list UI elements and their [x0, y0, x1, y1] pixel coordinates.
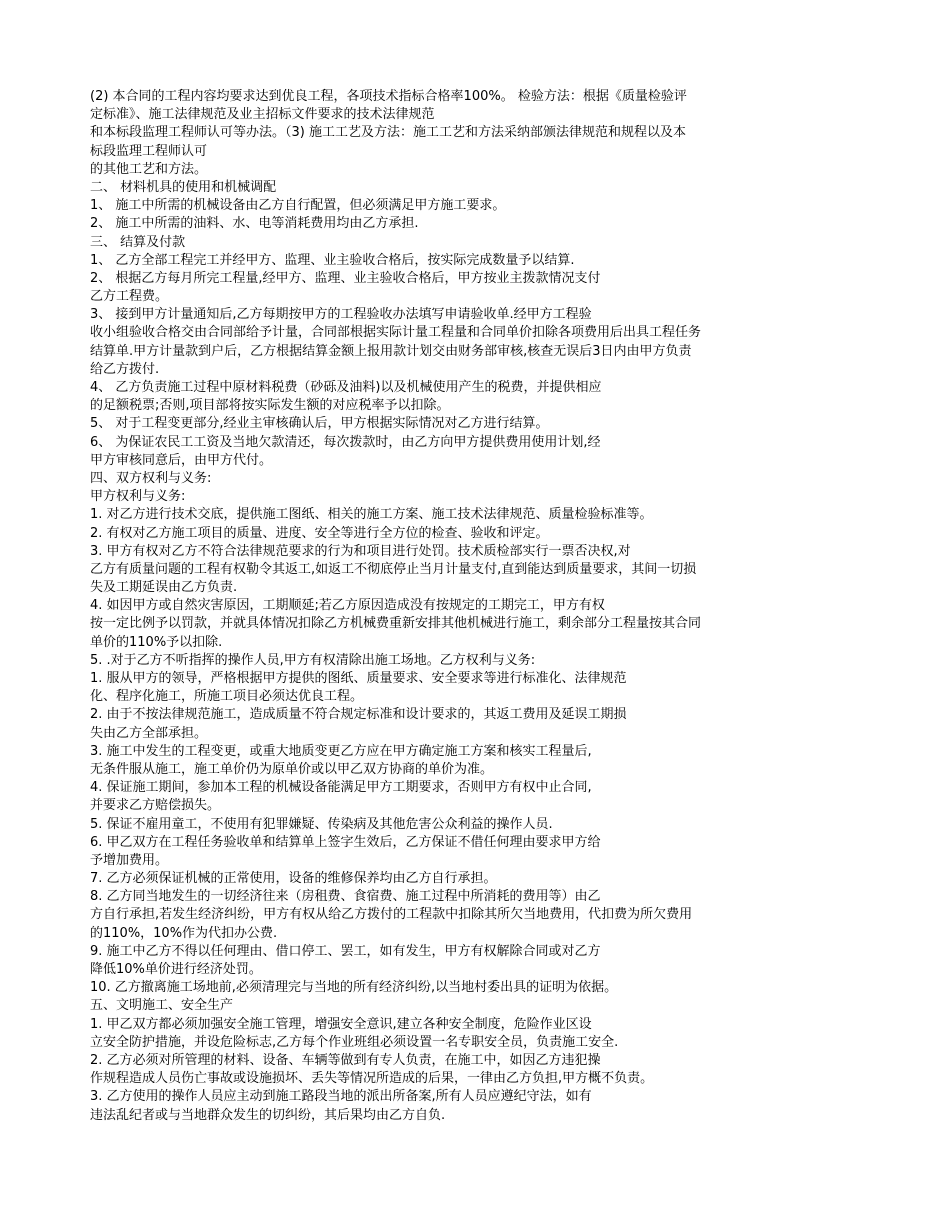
text-line: 立安全防护措施，并设危险标志,乙方每个作业班组必须设置一名专职安全员，负责施工安全.	[90, 1034, 619, 1050]
text-line: 3. 甲方有权对乙方不符合法律规范要求的行为和项目进行处罚。技术质检部实行一票否决权,对	[90, 543, 631, 559]
text-line: 的足额税票;否则,项目部将按实际发生额的对应税率予以扣除。	[90, 398, 450, 414]
text-line: 乙方工程费。	[90, 289, 169, 305]
text-line: 5. 保证不雇用童工，不使用有犯罪嫌疑、传染病及其他危害公众利益的操作人员.	[90, 816, 553, 832]
text-line: 定标准》、施工法律规范及业主招标文件要求的技术法律规范	[90, 107, 435, 123]
subsection-heading: 甲方权利与义务:	[90, 489, 186, 505]
text-line: 3. 施工中发生的工程变更，或重大地质变更乙方应在甲方确定施工方案和核实工程量后,	[90, 743, 592, 759]
text-line: 无条件服从施工，施工单价仍为原单价或以甲乙双方协商的单价为准。	[90, 761, 494, 777]
text-line: 乙方有质量问题的工程有权勒令其返工,如返工不彻底停止当月计量支付,直到能达到质量要求，其间一切损	[90, 561, 697, 577]
text-line: 2. 有权对乙方施工项目的质量、进度、安全等进行全方位的检查、验收和评定。	[90, 525, 549, 541]
text-line: 单价的110%予以扣除.	[90, 634, 223, 650]
text-line: 1. 甲乙双方都必须加强安全施工管理，增强安全意识,建立各种安全制度，危险作业区设	[90, 1016, 592, 1032]
text-line: 化、程序化施工，所施工项目必须达优良工程。	[90, 689, 364, 705]
section-heading: 四、双方权利与义务:	[90, 470, 212, 486]
text-line: 7. 乙方必须保证机械的正常使用，设备的维修保养均由乙方自行承担。	[90, 871, 497, 887]
section-heading: 五、文明施工、安全生产	[90, 998, 234, 1014]
text-line: 5、 对于工程变更部分,经业主审核确认后，甲方根据实际情况对乙方进行结算。	[90, 416, 549, 432]
section-heading: 三、 结算及付款	[90, 234, 186, 250]
text-line: 1. 服从甲方的领导，严格根据甲方提供的图纸、质量要求、安全要求等进行标准化、法律规范	[90, 671, 627, 686]
text-line: 标段监理工程师认可	[90, 143, 208, 159]
text-line: 1、 乙方全部工程完工并经甲方、监理、业主验收合格后，按实际完成数量予以结算.	[90, 252, 575, 268]
text-line: 1、 施工中所需的机械设备由乙方自行配置，但必须满足甲方施工要求。	[90, 198, 506, 214]
text-line: 结算单.甲方计量款到户后，乙方根据结算金额上报用款计划交由财务部审核,核查无误后3日内由甲方负责	[90, 343, 692, 359]
text-line: 违法乱纪者或与当地群众发生的切纠纷，其后果均由乙方自负.	[90, 1107, 446, 1123]
section-heading: 二、 材料机具的使用和机械调配	[90, 179, 277, 195]
text-line: 的其他工艺和方法。	[90, 161, 208, 177]
text-line: (2) 本合同的工程内容均要求达到优良工程，各项技术指标合格率100%。 检验方法：根据《质量检验评	[90, 89, 687, 104]
text-line: 4、 乙方负责施工过程中原材料税费（砂砾及油料)以及机械使用产生的税费，并提供相应	[90, 380, 602, 395]
text-line: 9. 施工中乙方不得以任何理由、借口停工、罢工，如有发生，甲方有权解除合同或对乙方	[90, 943, 601, 959]
text-line: 予增加费用。	[90, 852, 169, 868]
text-line: 给乙方拨付.	[90, 361, 160, 377]
text-line: 4. 保证施工期间，参加本工程的机械设备能满足甲方工期要求，否则甲方有权中止合同,	[90, 780, 592, 796]
text-line: 4. 如因甲方或自然灾害原因，工期顺延;若乙方原因造成没有按规定的工期完工，甲方有权	[90, 598, 605, 614]
text-line: 2、 施工中所需的油料、水、电等消耗费用均由乙方承担.	[90, 216, 419, 232]
contract-document	[90, 88, 880, 1125]
text-line: 和本标段监理工程师认可等办法。（3) 施工工艺及方法：施工工艺和方法采纳部颁法律规范和规程以及本	[90, 125, 686, 141]
text-line: 并要求乙方赔偿损失。	[90, 798, 221, 814]
text-line: 3. 乙方使用的操作人员应主动到施工路段当地的派出所备案,所有人员应遵纪守法，如有	[90, 1089, 592, 1105]
text-line: 方自行承担,若发生经济纠纷，甲方有权从给乙方拨付的工程款中扣除其所欠当地费用，代扣费为所欠费用	[90, 907, 693, 923]
text-line: 的110%，10%作为代扣办公费.	[90, 925, 278, 941]
text-line: 降低10%单价进行经济处罚。	[90, 962, 262, 977]
text-line: 5. .对于乙方不听指挥的操作人员,甲方有权清除出施工场地。乙方权利与义务:	[90, 652, 536, 668]
text-line: 10. 乙方撤离施工场地前,必须清理完与当地的所有经济纠纷,以当地村委出具的证明为依据。	[90, 980, 618, 996]
text-line: 2. 由于不按法律规范施工，造成质量不符合规定标准和设计要求的，其返工费用及延误工期损	[90, 707, 627, 723]
text-line: 按一定比例予以罚款，并就具体情况扣除乙方机械费重新安排其他机械进行施工，剩余部分工程量按其合同	[90, 616, 702, 632]
text-line: 失由乙方全部承担。	[90, 725, 208, 741]
text-line: 甲方审核同意后，由甲方代付。	[90, 452, 273, 468]
text-line: 3、 接到甲方计量通知后,乙方每期按甲方的工程验收办法填写申请验收单.经甲方工程验	[90, 307, 592, 323]
text-line: 2. 乙方必须对所管理的材料、设备、车辆等做到有专人负责，在施工中，如因乙方违犯操	[90, 1052, 601, 1068]
text-line: 收小组验收合格交由合同部给予计量，合同部根据实际计量工程量和合同单价扣除各项费用后出具工程任务	[90, 325, 702, 341]
text-line: 8. 乙方同当地发生的一切经济往来（房租费、食宿费、施工过程中所消耗的费用等）由乙	[90, 889, 601, 905]
text-line: 失及工期延误由乙方负责.	[90, 580, 238, 596]
text-line: 2、 根据乙方每月所完工程量,经甲方、监理、业主验收合格后，甲方按业主拨款情况支付	[90, 270, 601, 286]
text-line: 1. 对乙方进行技术交底，提供施工图纸、相关的施工方案、施工技术法律规范、质量检验标准等。	[90, 507, 653, 523]
text-line: 6. 甲乙双方在工程任务验收单和结算单上签字生效后，乙方保证不借任何理由要求甲方给	[90, 834, 601, 850]
text-line: 作规程造成人员伤亡事故或设施损坏、丢失等情况所造成的后果，一律由乙方负担,甲方概不负责。	[90, 1071, 654, 1087]
text-line: 6、 为保证农民工工资及当地欠款清还，每次拨款时，由乙方向甲方提供费用使用计划,经	[90, 434, 601, 450]
